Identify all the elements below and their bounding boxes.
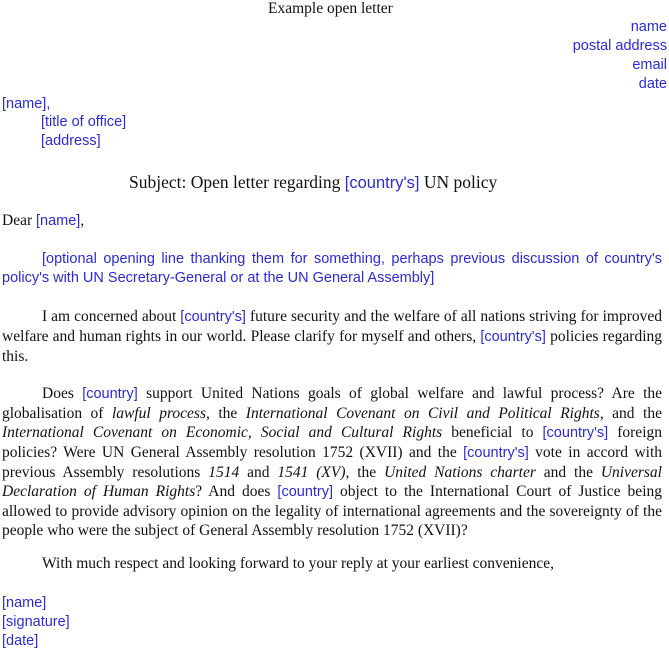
optional-opening-line: [optional opening line thanking them for something, perhaps previous discussion of country's policy's with UN Secretary-General or at the UN General Assembly] [2,251,662,286]
paragraph-concern [2,307,662,366]
p2-text-10: and the [535,464,601,481]
subject-suffix: UN policy [419,172,498,192]
paragraph-questions [2,384,662,540]
p2-placeholder-4: [country] [277,484,334,500]
p2-text-1: Does [42,385,83,402]
recipient-name-comma: , [46,96,51,112]
signature-signature: [signature] [2,614,70,630]
signature-date: [date] [2,633,39,649]
document-title: Example open letter [268,0,393,17]
p1-placeholder-2: [country's] [480,329,546,345]
p2-italic-5: 1541 (XV) [277,464,346,481]
salutation-prefix: Dear [2,212,36,229]
p2-italic-4: 1514 [208,464,240,481]
p2-text-8: and [239,464,278,481]
p1-text-2: future security and the welfare of all nations striving for improved welfare and human rights in our world. Please clarify for myself and others, [2,308,663,345]
p1-text-1: I am concerned about [42,308,181,325]
p1-text-3: policies regarding this. [2,328,662,365]
p2-text-7: vote in accord with previous Assembly resolutions [2,444,662,481]
salutation-name: [name] [36,213,81,229]
p2-italic-3: International Covenant on Economic, Social and Cultural Rights [2,424,443,441]
recipient-title: [title of office] [41,114,127,130]
p2-text-3: , the [206,405,246,422]
sender-date: date [638,76,667,92]
sender-email: email [632,57,667,73]
p2-italic-2: International Covenant on Civil and Political Rights [245,405,600,422]
p2-text-2: support United Nations goals of global welfare and lawful process? Are the globalisation of [2,385,663,422]
p2-text-11: ? And does [195,483,278,500]
p2-italic-6: United Nations charter [384,464,536,481]
p2-text-12: object to the International Court of Justice being allowed to provide advisory opinion on the legality of international agreements and the sovereignty of the people who were the subject of General Assembly resolution 1752 (XVII)? [2,483,662,539]
p2-placeholder-3: [country's] [463,445,529,461]
p2-italic-1: lawful process [111,405,206,422]
p2-text-4: , and the [599,405,662,422]
recipient-name: [name] [2,96,47,112]
sender-name: name [630,19,667,35]
p2-text-5: beneficial to [442,424,543,441]
recipient-name-line [2,95,50,113]
closing-line: With much respect and looking forward to your reply at your earliest convenience, [42,555,554,572]
subject-line [129,172,497,193]
p2-italic-7: Universal Declaration of Human Rights [2,464,662,500]
subject-prefix: Subject: Open letter regarding [129,172,345,192]
p2-placeholder-1: [country] [82,386,138,402]
subject-placeholder: [country's] [344,174,420,192]
salutation [2,212,84,230]
recipient-address: [address] [41,133,101,149]
p2-text-6: foreign policies? Were UN General Assembly resolution 1752 (XVII) and the [2,424,662,461]
sender-postal-address: postal address [572,38,667,54]
salutation-suffix: , [80,212,85,229]
signature-name: [name] [2,595,47,611]
p2-text-9: , the [345,464,385,481]
p1-placeholder-1: [country's] [180,309,246,325]
p2-placeholder-2: [country's] [542,425,609,441]
